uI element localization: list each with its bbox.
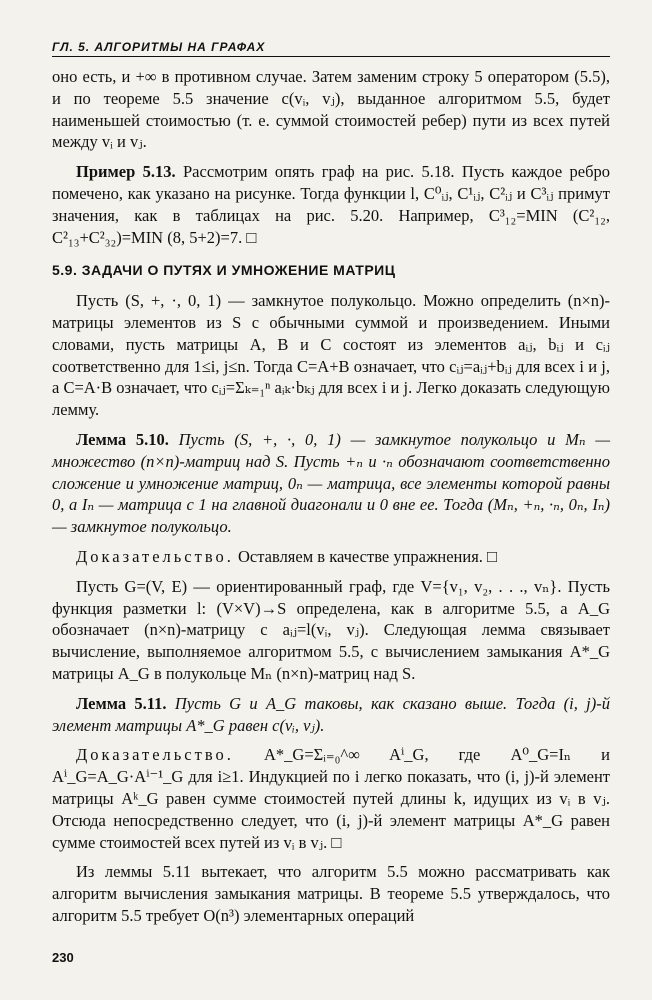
paragraph-semiring: Пусть (S, +, ·, 0, 1) — замкнутое полукольцо. Можно определить (n×n)-матрицы элементов из S с обычными суммой и произведением. Иными словами, пусть матрицы A, B и C состоят из элементов aᵢⱼ, bᵢⱼ и cᵢⱼ соответственно для 1≤i, j≤n. Тогда C=A+B означает, что cᵢⱼ=aᵢⱼ+bᵢⱼ для всех i и j, а C=A·B означает, что cᵢⱼ=Σₖ₌₁ⁿ aᵢₖ·bₖⱼ для всех i и j. Легко доказать следующую лемму. xyxy=(52,291,610,420)
lemma-lead: Лемма 5.10. xyxy=(76,429,169,449)
lemma-text: Пусть G и A_G таковы, как сказано выше. Тогда (i, j)-й элемент матрицы A*_G равен c(vᵢ, vⱼ). xyxy=(52,693,610,735)
proof-text: A*_G=Σᵢ₌₀^∞ Aⁱ_G, где A⁰_G=Iₙ и Aⁱ_G=A_G·Aⁱ⁻¹_G для i≥1. Индукцией по i легко показать, что (i, j)-й элемент матрицы Aᵏ_G равен сумме стоимостей путей длины k, идущих из vᵢ в vⱼ. Отсюда непосредственно следует, что (i, j)-й элемент матрицы A*_G равен сумме стоимостей всех путей из vᵢ в vⱼ. □ xyxy=(52,745,610,852)
proof-lead: Доказательство. xyxy=(76,546,234,566)
page-number: 230 xyxy=(52,950,74,965)
lemma-5-11 xyxy=(52,693,610,737)
paragraph-continuation: оно есть, и +∞ в противном случае. Затем заменим строку 5 оператором (5.5), и по теореме 5.5 значение c(vᵢ, vⱼ), выданное алгоритмом 5.5, будет наименьшей стоимостью (т. е. суммой стоимостей ребер) пути из всех путей между vᵢ и vⱼ. xyxy=(52,67,610,152)
lemma-5-10 xyxy=(52,429,610,538)
proof-1 xyxy=(52,546,610,568)
proof-lead: Доказательство. xyxy=(76,745,234,765)
page-body xyxy=(52,66,610,935)
proof-text: Оставляем в качестве упражнения. □ xyxy=(233,546,498,566)
lemma-text: Пусть (S, +, ·, 0, 1) — замкнутое полукольцо и Mₙ — множество (n×n)-матриц над S. Пусть +ₙ и ·ₙ обозначают соответственно сложение и умножение матриц, 0ₙ — матрица, все элементы которой равны 0, а Iₙ — матрица с 1 на главной диагонали и 0 вне ее. Тогда (Mₙ, +ₙ, ·ₙ, 0ₙ, Iₙ) — замкнутое полукольцо. xyxy=(52,429,610,537)
example-lead: Пример 5.13. xyxy=(76,162,176,182)
example-5-13 xyxy=(52,161,610,248)
running-header: ГЛ. 5. АЛГОРИТМЫ НА ГРАФАХ xyxy=(52,40,610,57)
paragraph-closing: Из леммы 5.11 вытекает, что алгоритм 5.5 можно рассматривать как алгоритм вычисления замыкания матрицы. В теореме 5.5 утверждалось, что алгоритм 5.5 требует O(n³) элементарных операций xyxy=(52,862,610,925)
paragraph-graph: Пусть G=(V, E) — ориентированный граф, где V={v₁, v₂, . . ., vₙ}. Пусть функция разметки l: (V×V)→S определена, как в алгоритме 5.5, а A_G обозначает (n×n)-матрицу с aᵢⱼ=l(vᵢ, vⱼ). Следующая лемма связывает вычисление, выполняемое алгоритмом 5.5, с вычислением замыкания A*_G матрицы A_G в полукольце Mₙ (n×n)-матриц над S. xyxy=(52,576,610,683)
example-text: Рассмотрим опять граф на рис. 5.18. Пусть каждое ребро помечено, как указано на рисунке. Тогда функции l, C⁰ᵢⱼ, C¹ᵢⱼ, C²ᵢⱼ и C³ᵢⱼ примут значения, как в таблицах на рис. 5.20. Например, C³₁₂=MIN (C²₁₂, C²₁₃+C²₃₂)=MIN (8, 5+2)=7. □ xyxy=(52,162,611,247)
proof-2 xyxy=(52,744,610,853)
section-heading: 5.9. ЗАДАЧИ О ПУТЯХ И УМНОЖЕНИЕ МАТРИЦ xyxy=(52,262,396,279)
lemma-lead: Лемма 5.11. xyxy=(76,693,167,713)
